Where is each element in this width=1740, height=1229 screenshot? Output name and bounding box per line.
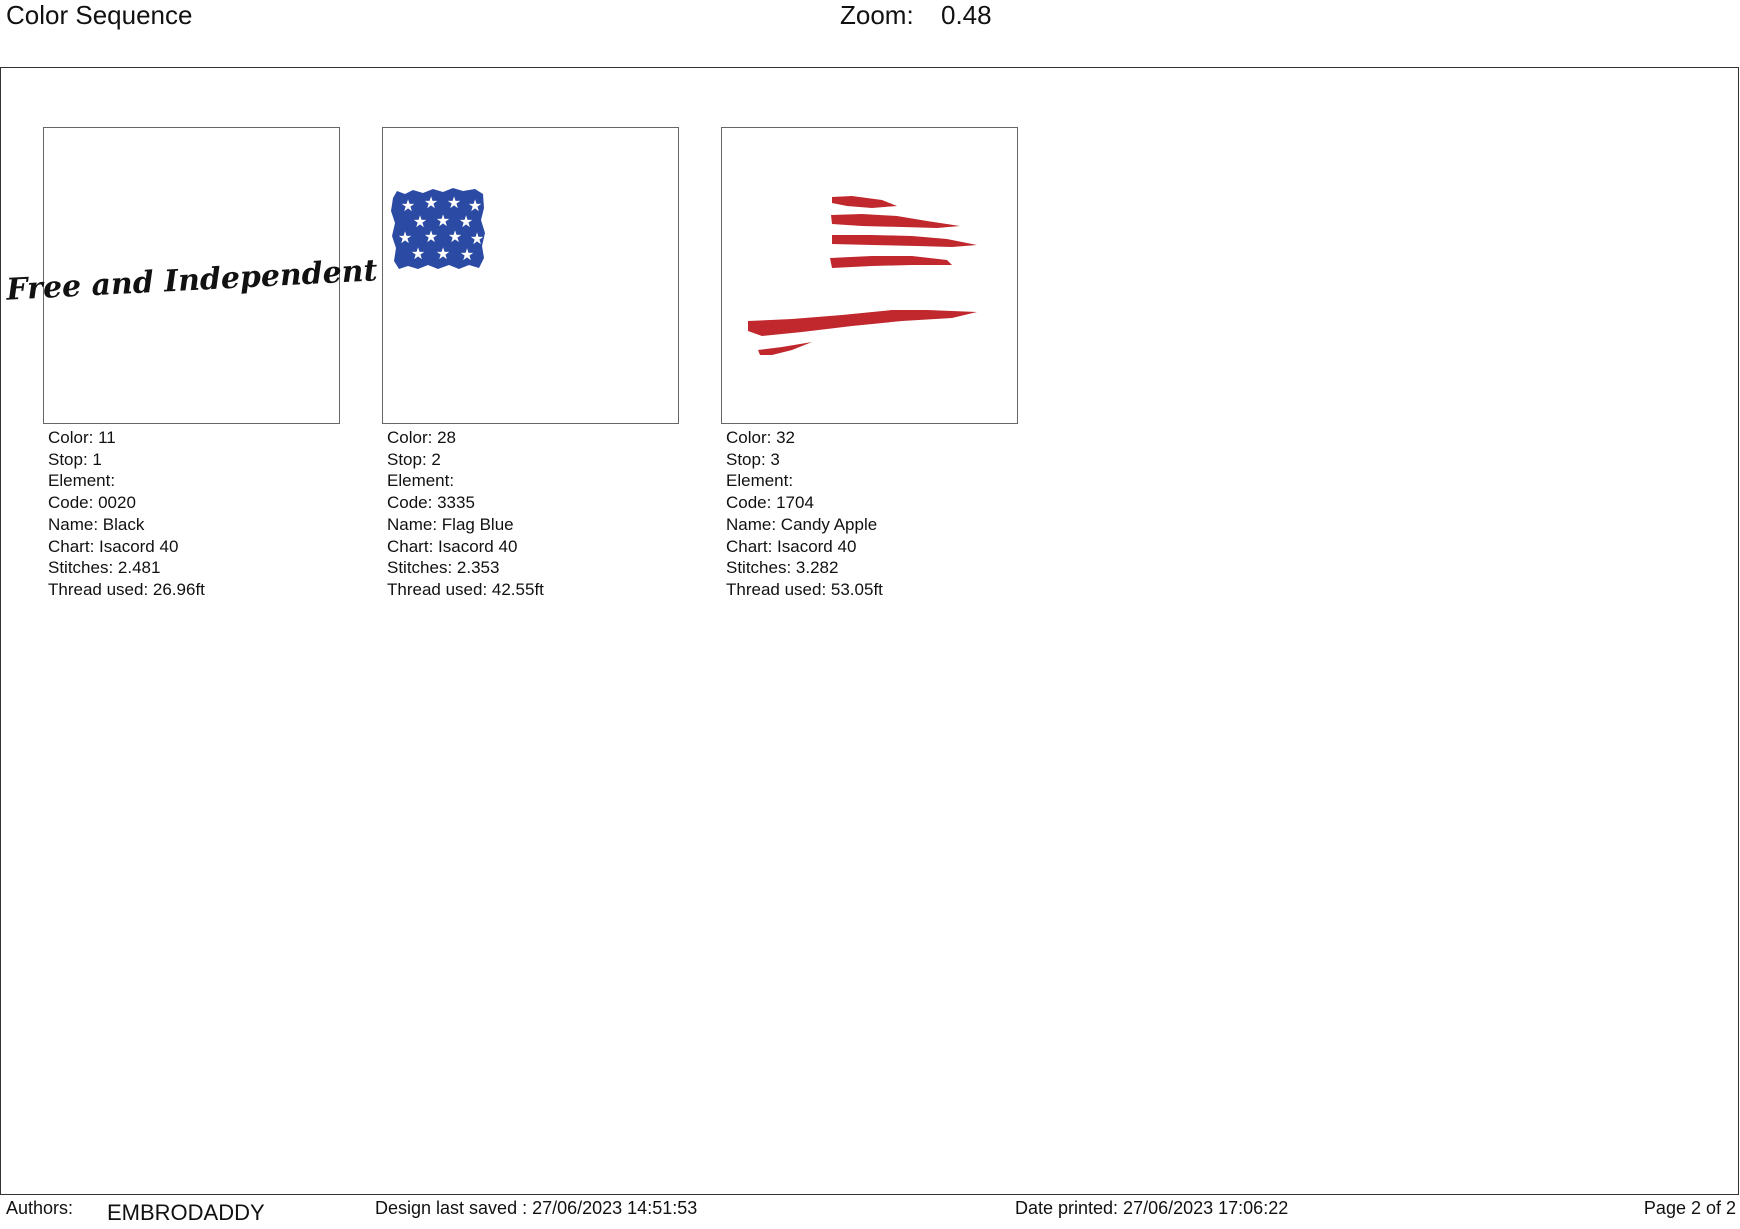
stop-thread-used: Thread used: 42.55ft: [387, 579, 544, 599]
color-stop-card-1: [5, 127, 379, 601]
svg-text:★: ★: [467, 198, 483, 215]
svg-text:★: ★: [400, 198, 416, 215]
stop-element: Element:: [387, 471, 455, 491]
stop-1-info: [48, 427, 340, 601]
stop-3-thumbnail: [721, 127, 1018, 424]
red-stripes-thumbnail: [722, 128, 1017, 423]
stars-canton-thumbnail: [383, 128, 678, 423]
svg-text:★: ★: [469, 231, 485, 248]
zoom-value: 0.48: [941, 0, 992, 30]
stop-name: Name: Candy Apple: [726, 514, 878, 534]
stop-3-info: [726, 427, 1018, 601]
svg-text:★: ★: [447, 229, 463, 246]
stop-stitches: Stitches: 2.481: [48, 558, 161, 578]
svg-text:★: ★: [459, 247, 475, 264]
svg-text:★: ★: [446, 195, 462, 212]
stop-number: Stop: 1: [48, 449, 102, 469]
page-number: Page 2 of 2: [1643, 1198, 1736, 1218]
stop-code: Code: 3335: [387, 493, 475, 513]
script-text: Free and Independent: [5, 253, 379, 308]
design-last-saved: Design last saved : 27/06/2023 14:51:53: [375, 1198, 698, 1218]
stop-color: Color: 32: [726, 428, 795, 447]
stop-code: Code: 1704: [726, 493, 814, 513]
stop-chart: Chart: Isacord 40: [387, 536, 518, 556]
stop-element: Element:: [48, 471, 116, 491]
stop-element: Element:: [726, 471, 794, 491]
free-and-independent-script-thumbnail: [5, 128, 379, 423]
svg-text:★: ★: [412, 214, 428, 231]
stop-name: Name: Black: [48, 514, 145, 534]
stop-code: Code: 0020: [48, 493, 136, 513]
color-stop-card-3: [721, 127, 1018, 601]
zoom-label: Zoom:: [840, 0, 914, 30]
authors-label: Authors:: [6, 1198, 74, 1218]
stop-color: Color: 11: [48, 428, 116, 447]
svg-text:★: ★: [435, 213, 451, 230]
page-title: Color Sequence: [6, 0, 193, 30]
red-stripes: [748, 196, 977, 355]
stop-name: Name: Flag Blue: [387, 514, 514, 534]
stop-thread-used: Thread used: 53.05ft: [726, 579, 883, 599]
stop-number: Stop: 2: [387, 449, 441, 469]
svg-text:★: ★: [423, 195, 439, 212]
stop-number: Stop: 3: [726, 449, 780, 469]
date-printed: Date printed: 27/06/2023 17:06:22: [1015, 1198, 1289, 1218]
stop-thread-used: Thread used: 26.96ft: [48, 579, 205, 599]
stop-color: Color: 28: [387, 428, 456, 447]
color-stop-card-2: [382, 127, 679, 601]
stop-chart: Chart: Isacord 40: [48, 536, 179, 556]
stop-1-thumbnail: [5, 127, 379, 424]
svg-text:★: ★: [458, 214, 474, 231]
svg-text:★: ★: [397, 230, 413, 247]
svg-text:★: ★: [423, 229, 439, 246]
stop-2-thumbnail: [382, 127, 679, 424]
stop-chart: Chart: Isacord 40: [726, 536, 857, 556]
stop-2-info: [387, 427, 679, 601]
svg-text:★: ★: [410, 246, 426, 263]
stop-stitches: Stitches: 2.353: [387, 558, 500, 578]
svg-text:★: ★: [435, 246, 451, 263]
authors-value: EMBRODADDY: [107, 1200, 265, 1225]
stop-stitches: Stitches: 3.282: [726, 558, 839, 578]
